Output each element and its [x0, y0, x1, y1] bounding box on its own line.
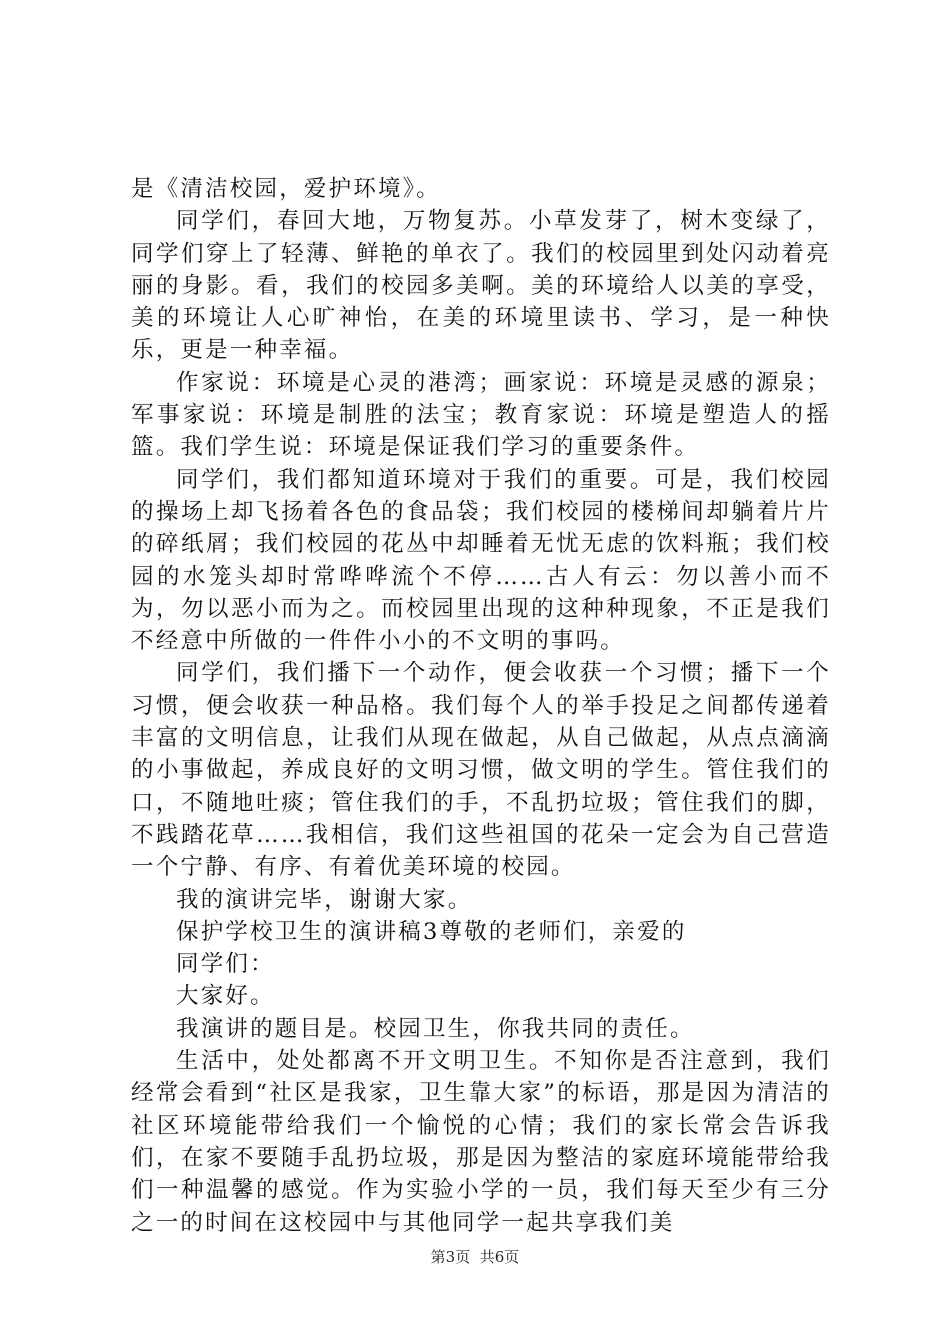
paragraph: 保护学校卫生的演讲稿3尊敬的老师们，亲爱的 — [176, 918, 687, 945]
paragraph: 我的演讲完毕，谢谢大家。 — [176, 886, 473, 913]
paragraph: 生活中，处处都离不开文明卫生。不知你是否注意到，我们经常会看到“社区是我家，卫生靠大家”的标语，那是因为清洁的社区环境能带给我们一个愉悦的心情；我们的家长常会告诉我们，在家不要随手乱扔垃圾，那是因为整洁的家庭环境能带给我们一种温馨的感觉。作为实验小学的一员，我们每天至少有三分之一的时间在这校园中与其他同学一起共享我们美 — [131, 1048, 831, 1236]
paragraph: 同学们，我们都知道环境对于我们的重要。可是，我们校园的操场上却飞扬着各色的食品袋；我们校园的楼梯间却躺着片片的碎纸屑；我们校园的花丛中却睡着无忧无虑的饮料瓶；我们校园的水笼头却时常哗哗流个不停……古人有云：勿以善小而不为，勿以恶小而为之。而校园里出现的这种种现象，不正是我们不经意中所做的一件件小小的不文明的事吗。 — [131, 466, 831, 655]
paragraph: 同学们： — [176, 951, 275, 978]
page-footer — [0, 1247, 950, 1267]
paragraph: 大家好。 — [176, 983, 275, 1010]
paragraph: 同学们，春回大地，万物复苏。小草发芽了，树木变绿了，同学们穿上了轻薄、鲜艳的单衣了。我们的校园里到处闪动着亮丽的身影。看，我们的校园多美啊。美的环境给人以美的享受，美的环境让人心旷神怡，在美的环境里读书、学习，是一种快乐，更是一种幸福。 — [131, 208, 831, 364]
page-number: 第3页 — [430, 1248, 471, 1266]
paragraph: 同学们，我们播下一个动作，便会收获一个习惯；播下一个习惯，便会收获一种品格。我们每个人的举手投足之间都传递着丰富的文明信息，让我们从现在做起，从自己做起，从点点滴滴的小事做起，养成良好的文明习惯，做文明的学生。管住我们的口，不随地吐痰；管住我们的手，不乱扔垃圾；管住我们的脚，不践踏花草……我相信，我们这些祖国的花朵一定会为自己营造一个宁静、有序、有着优美环境的校园。 — [131, 660, 831, 881]
paragraph: 是《清洁校园，爱护环境》。 — [131, 176, 441, 202]
paragraph: 我演讲的题目是。校园卫生，你我共同的责任。 — [176, 1015, 695, 1042]
page-total: 共6页 — [479, 1248, 520, 1266]
document-body — [131, 173, 831, 1239]
paragraph: 作家说：环境是心灵的港湾；画家说：环境是灵感的源泉；军事家说：环境是制胜的法宝；教育家说：环境是塑造人的摇篮。我们学生说：环境是保证我们学习的重要条件。 — [131, 369, 831, 461]
